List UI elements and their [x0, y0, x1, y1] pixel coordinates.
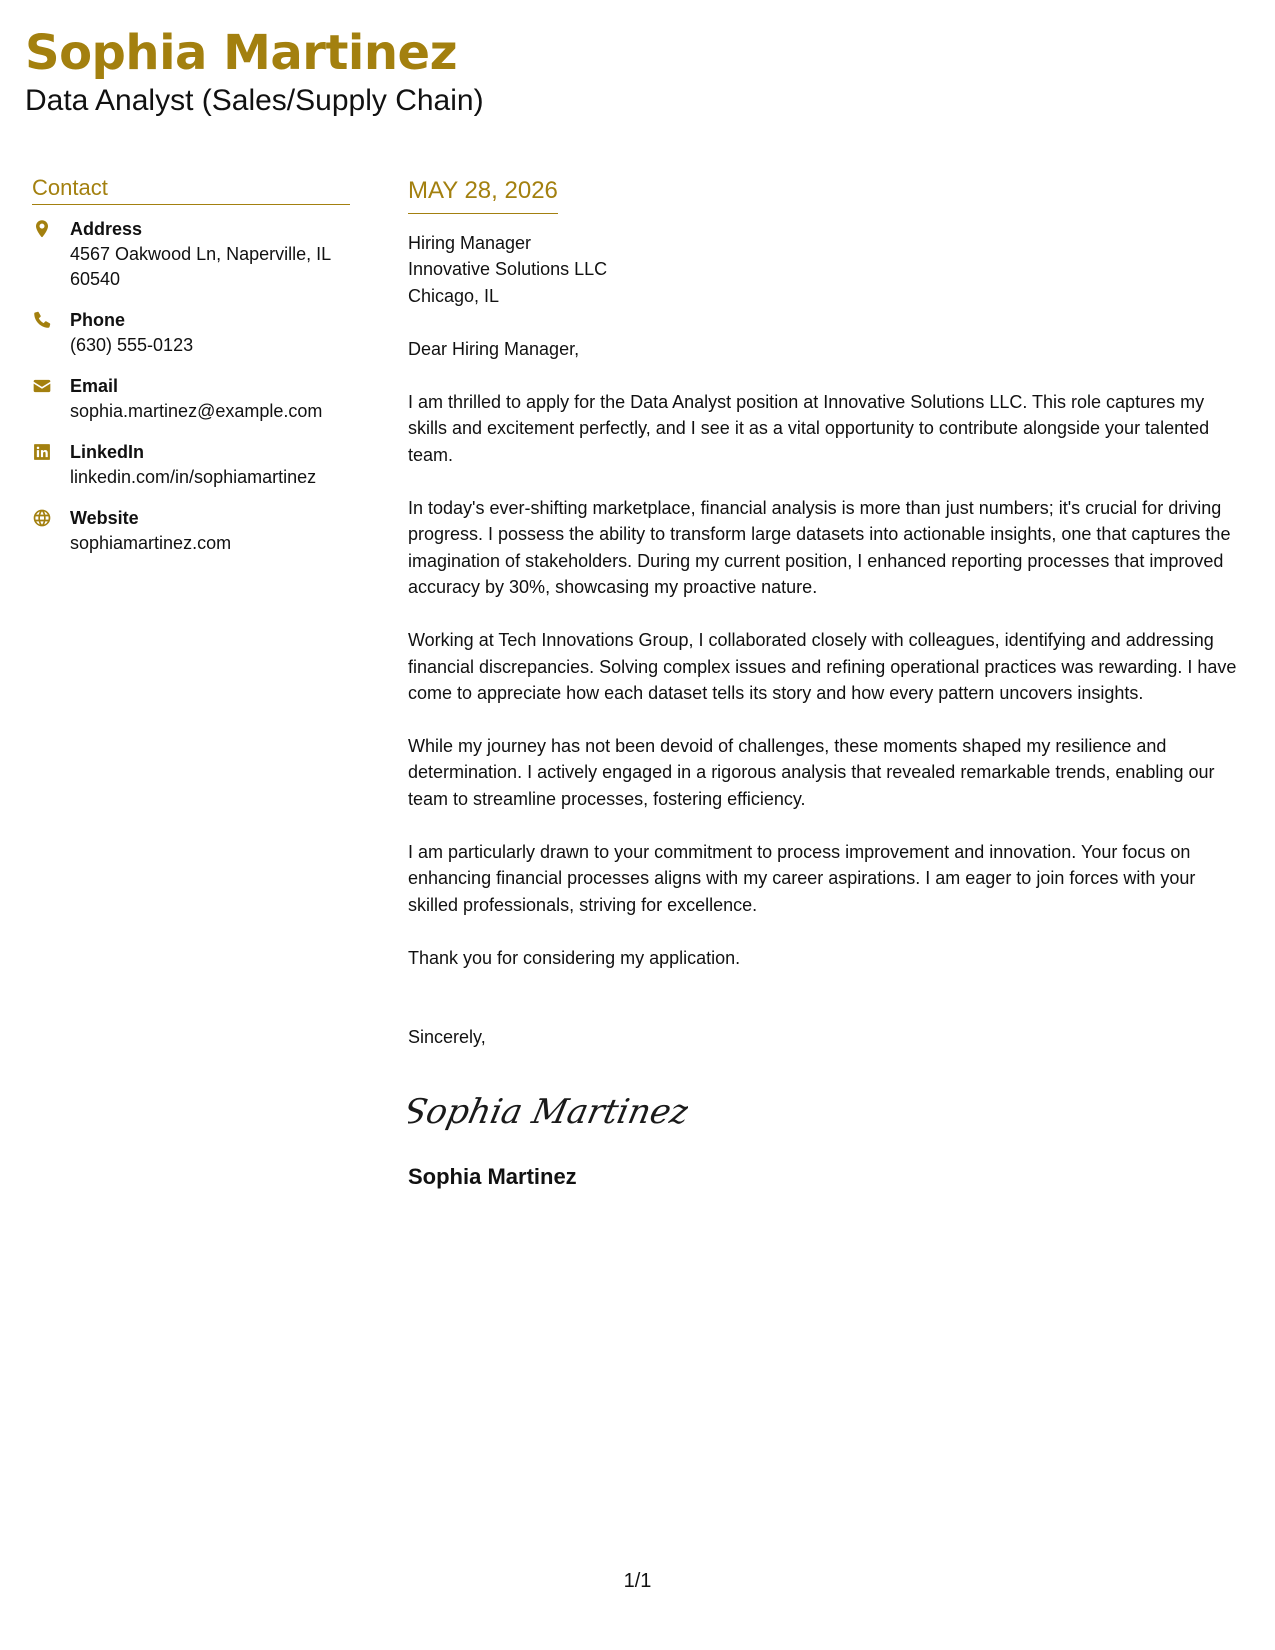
recipient-company: Innovative Solutions LLC: [408, 259, 608, 280]
closing: Sincerely,: [408, 1027, 486, 1048]
header: [25, 24, 484, 120]
contact-sidebar: [32, 174, 350, 572]
contact-address: [32, 217, 350, 292]
address-line-2: 60540: [70, 269, 121, 289]
contact-website: [32, 506, 350, 556]
linkedin-icon: [32, 440, 70, 463]
paragraph-5: I am particularly drawn to your commitment to process improvement and innovation. Your focus on enhancing financial processes aligns with my career aspirations. I am eager to join forces with your skilled professionals, striving for excellence.: [408, 842, 1196, 915]
website-label: Website: [70, 508, 139, 528]
signer-name: Sophia Martinez: [408, 1163, 577, 1189]
letter-date: MAY 28, 2026: [408, 175, 558, 214]
paragraph-4: While my journey has not been devoid of challenges, these moments shaped my resilience and determination. I actively engaged in a rigorous analysis that revealed remarkable trends, enabling our team to streamline processes, fostering efficiency.: [408, 736, 1215, 809]
phone-value: (630) 555-0123: [70, 335, 194, 355]
linkedin-value: linkedin.com/in/sophiamartinez: [70, 467, 317, 487]
signature-text: Sophia Martinez: [408, 1091, 688, 1132]
handwritten-signature: [408, 1081, 688, 1141]
paragraph-6: Thank you for considering my application.: [408, 947, 741, 968]
linkedin-label: LinkedIn: [70, 442, 145, 462]
map-pin-icon: [32, 217, 70, 240]
phone-icon: [32, 308, 70, 331]
contact-email: [32, 374, 350, 424]
contact-linkedin: [32, 440, 350, 490]
recipient-block: [408, 230, 1248, 309]
recipient-location: Chicago, IL: [408, 285, 500, 306]
email-value: sophia.martinez@example.com: [70, 401, 323, 421]
recipient-title: Hiring Manager: [408, 233, 532, 253]
candidate-name: Sophia Martinez: [25, 25, 458, 81]
page-number: 1/1: [623, 1570, 652, 1592]
envelope-icon: [32, 374, 70, 397]
email-label: Email: [70, 376, 119, 396]
paragraph-1: I am thrilled to apply for the Data Analyst position at Innovative Solutions LLC. This role captures my skills and excitement perfectly, and I see it as a vital opportunity to contribute alongside your talented team.: [408, 392, 1210, 465]
job-title: Data Analyst (Sales/Supply Chain): [25, 84, 484, 117]
address-line-1: 4567 Oakwood Ln, Naperville, IL: [70, 244, 332, 264]
paragraph-2: In today's ever-shifting marketplace, financial analysis is more than just numbers; it's crucial for driving progress. I possess the ability to transform large datasets into actionable insights, one that captures the imagination of stakeholders. During my current position, I enhanced reporting processes that improved accuracy by 30%, showcasing my proactive nature.: [408, 498, 1231, 597]
website-value: sophiamartinez.com: [70, 533, 232, 553]
contact-section-title: Contact: [32, 174, 350, 205]
salutation: Dear Hiring Manager,: [408, 338, 580, 359]
phone-label: Phone: [70, 310, 126, 330]
globe-icon: [32, 506, 70, 529]
paragraph-3: Working at Tech Innovations Group, I collaborated closely with colleagues, identifying and addressing financial discrepancies. Solving complex issues and refining operational practices was rewarding. I have come to appreciate how each dataset tells its story and how every pattern uncovers insights.: [408, 630, 1237, 703]
cover-letter-body: [408, 175, 1248, 1191]
address-label: Address: [70, 219, 143, 239]
contact-phone: [32, 308, 350, 358]
